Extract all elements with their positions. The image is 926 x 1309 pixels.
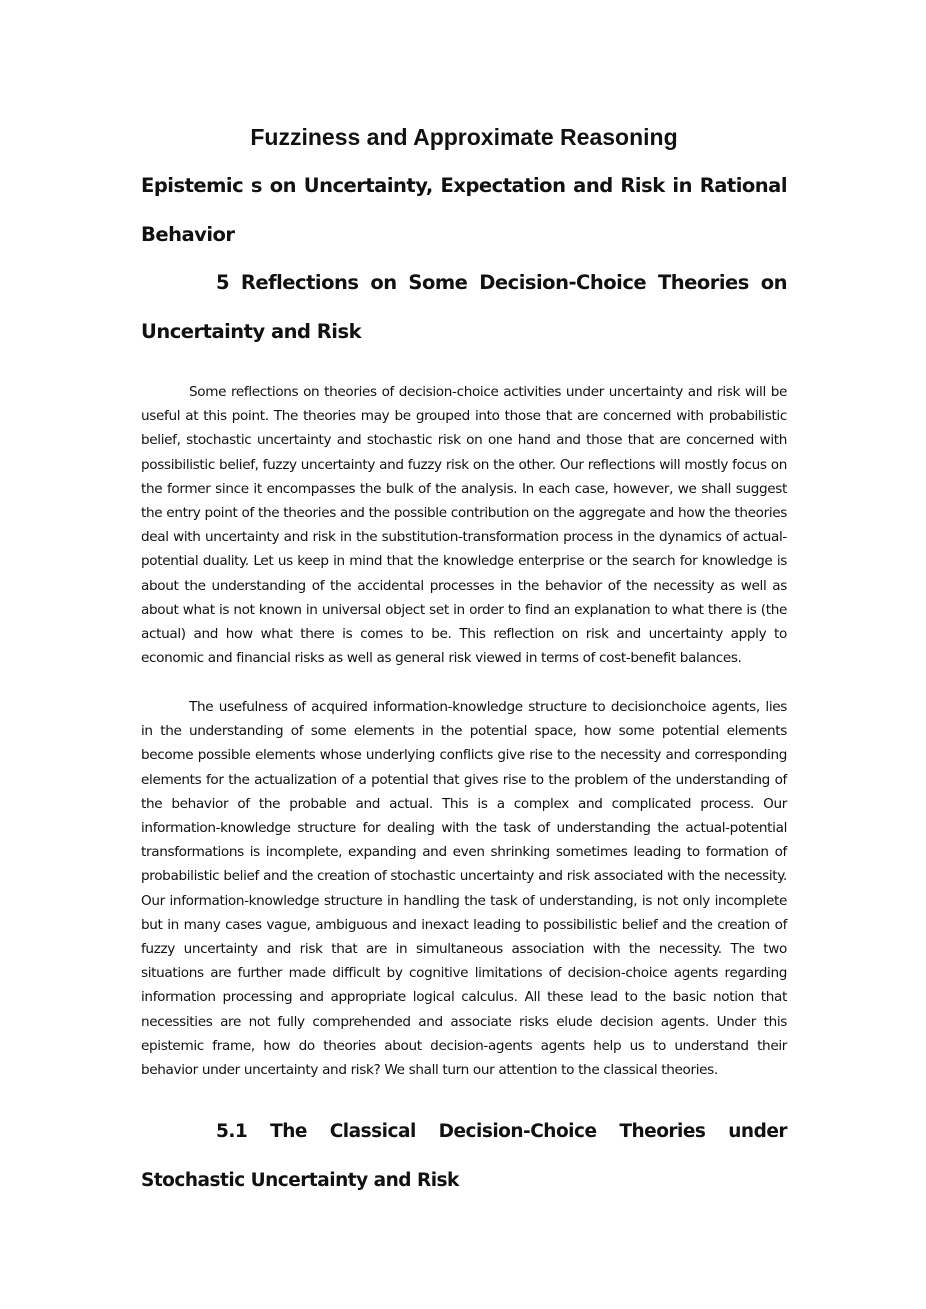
- document-title: Fuzziness and Approximate Reasoning: [250, 124, 678, 150]
- body-paragraph-1: Some reflections on theories of decision-choice activities under uncertainty and risk will be useful at this point. The theories may be grouped into those that are concerned with probabilistic belief, stochastic uncertainty and stochastic risk on one hand and those that are concerned with possibilistic belief, fuzzy uncertainty and fuzzy risk on the other. Our reflections will mostly focus on the former since it encompasses the bulk of the analysis. In each case, however, we shall suggest the entry point of the theories and the possible contribution on the aggregate and how the theories deal with uncertainty and risk in the substitution-transformation process in the dynamics of actual-potential duality. Let us keep in mind that the knowledge enterprise or the search for knowledge is about the understanding of the accidental processes in the behavior of the necessity as well as about what is not known in universal object set in order to find an explanation to what there is (the actual) and how what there is comes to be. This reflection on risk and uncertainty apply to economic and financial risks as well as general risk viewed in terms of cost-benefit balances.: [141, 384, 787, 667]
- chapter-heading: 5 Reflections on Some Decision-Choice Theories on Uncertainty and Risk: [141, 271, 787, 343]
- section-heading: Epistemic s on Uncertainty, Expectation and Risk in Rational Behavior: [141, 174, 787, 246]
- body-paragraph-2: The usefulness of acquired information-knowledge structure to decisionchoice agents, lies in the understanding of some elements in the potential space, how some potential elements become possible elements whose underlying conflicts give rise to the necessity and corresponding elements for the actualization of a potential that gives rise to the problem of the understanding of the behavior of the probable and actual. This is a complex and complicated process. Our information-knowledge structure for dealing with the task of understanding the actual-potential transformations is incomplete, expanding and even shrinking sometimes leading to formation of probabilistic belief and the creation of stochastic uncertainty and risk associated with the necessity. Our information-knowledge structure in handling the task of understanding, is not only incomplete but in many cases vague, ambiguous and inexact leading to possibilistic belief and the creation of fuzzy uncertainty and risk that are in simultaneous association with the necessity. The two situations are further made difficult by cognitive limitations of decision-choice agents regarding information processing and appropriate logical calculus. All these lead to the basic notion that necessities are not fully comprehended and associate risks elude decision agents. Under this epistemic frame, how do theories about decision-agents agents help us to understand their behavior under uncertainty and risk? We shall turn our attention to the classical theories.: [141, 699, 787, 1079]
- subsection-heading: 5.1 The Classical Decision-Choice Theories under Stochastic Uncertainty and Risk: [141, 1121, 787, 1191]
